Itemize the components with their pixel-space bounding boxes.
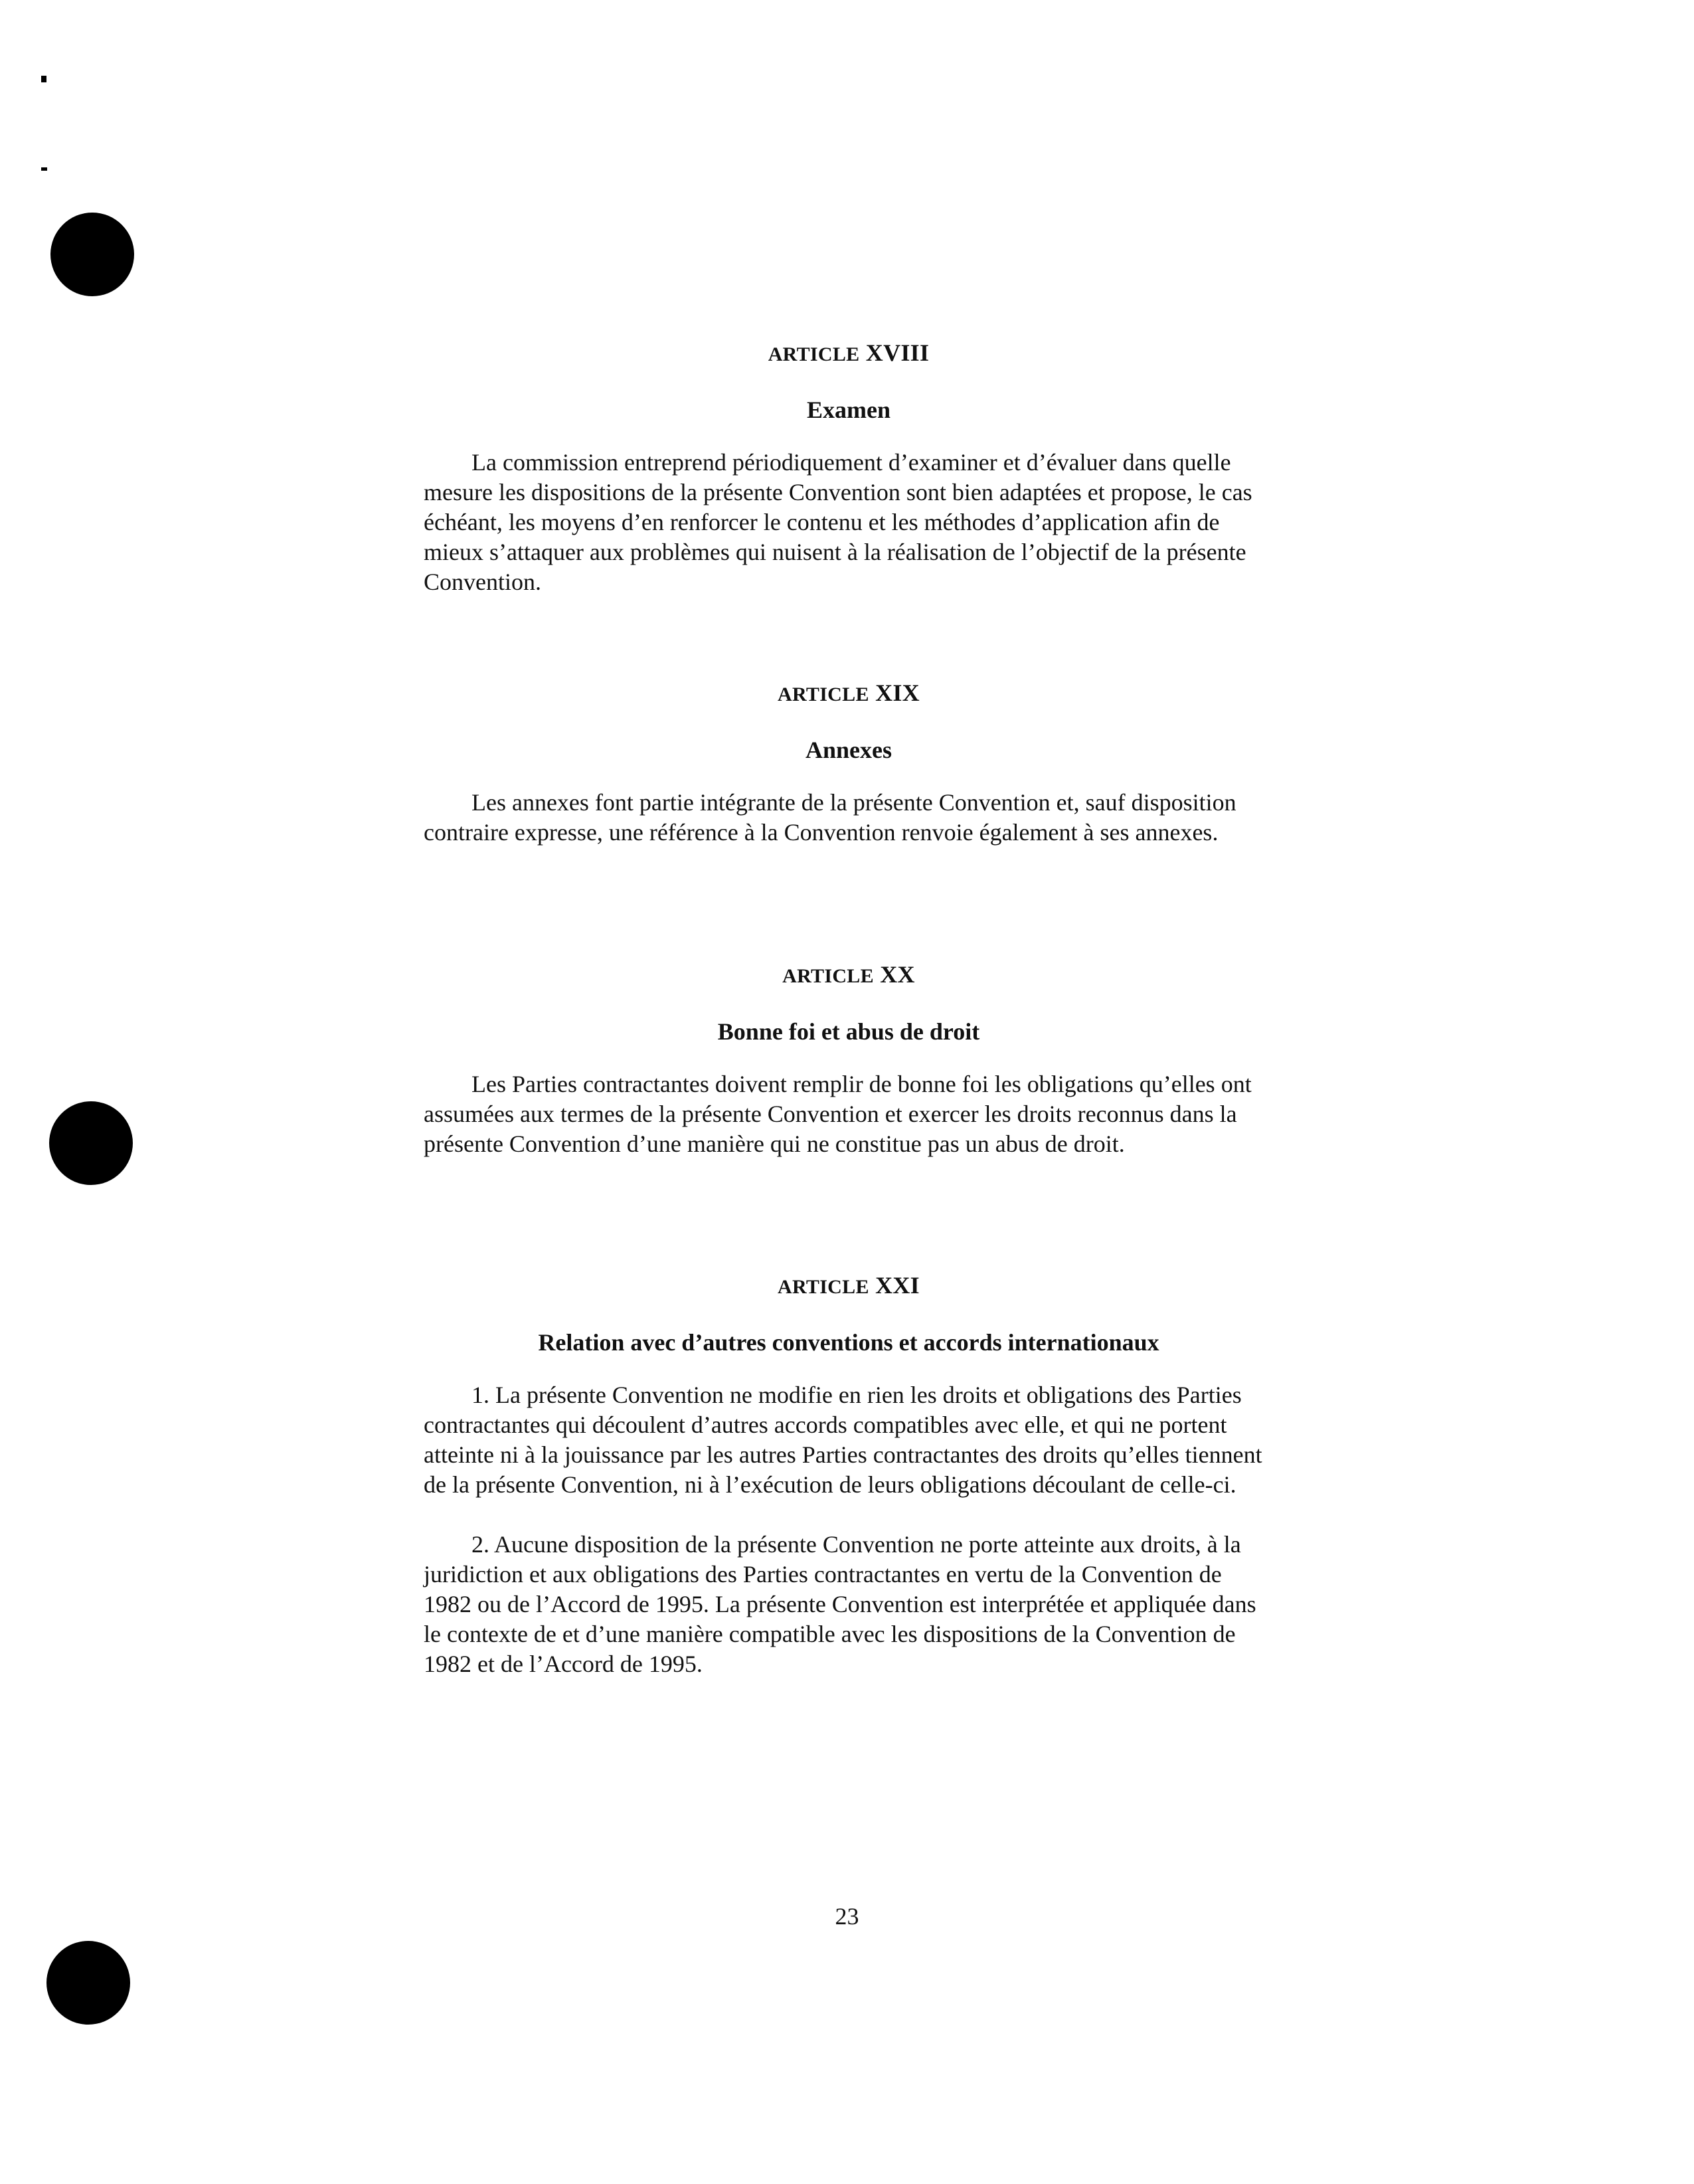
- article-title: Bonne foi et abus de droit: [717, 1018, 980, 1045]
- article-paragraph: 1. La présente Convention ne modifie en rien les droits et obligations des Parties contractantes qui découlent d’autres accords compatibles avec elle, et qui ne portent atteinte ni à la jouissance par les autres Parties contractantes des droits qu’elles tiennent de la présente Convention, ni à l’exécution de leurs obligations découlant de celle-ci.: [424, 1382, 1262, 1498]
- article-prefix: ARTICLE: [768, 343, 860, 365]
- article-paragraph: 2. Aucune disposition de la présente Convention ne porte atteinte aux droits, à la juridiction et aux obligations des Parties contractantes en vertu de la Convention de 1982 ou de l’Accord de 1995. La présente Convention est interprétée et appliquée dans le contexte de et d’une manière compatible avec les dispositions de la Convention de 1982 et de l’Accord de 1995.: [424, 1531, 1256, 1677]
- punch-hole-bottom: [46, 1941, 130, 2025]
- article-numeral: XVIII: [865, 339, 930, 366]
- scan-speck: [41, 76, 46, 82]
- scan-speck: [41, 167, 47, 171]
- article-heading: [424, 339, 1274, 367]
- article-heading: [424, 960, 1274, 988]
- article-numeral: XXI: [875, 1272, 920, 1299]
- article-title: Examen: [807, 397, 890, 423]
- article-title: Relation avec d’autres conventions et accords internationaux: [538, 1329, 1159, 1356]
- article-numeral: XX: [880, 961, 915, 988]
- article-heading: [424, 1271, 1274, 1299]
- page-number: 23: [835, 1903, 859, 1930]
- article-xx: [424, 960, 1274, 1159]
- punch-hole-top: [50, 213, 134, 296]
- article-xix: [424, 679, 1274, 848]
- article-prefix: ARTICLE: [778, 683, 869, 705]
- article-xxi: [424, 1271, 1274, 1679]
- article-xviii: [424, 339, 1274, 597]
- punch-hole-middle: [49, 1101, 133, 1185]
- article-prefix: ARTICLE: [782, 965, 874, 987]
- article-numeral: XIX: [875, 680, 920, 706]
- article-paragraph: Les Parties contractantes doivent remplir de bonne foi les obligations qu’elles ont assumées aux termes de la présente Convention et exercer les droits reconnus dans la présente Convention d’une manière qui ne constitue pas un abus de droit.: [424, 1071, 1252, 1157]
- article-paragraph: La commission entreprend périodiquement d’examiner et d’évaluer dans quelle mesure les dispositions de la présente Convention sont bien adaptées et propose, le cas échéant, les moyens d’en renforcer le contenu et les méthodes d’application afin de mieux s’attaquer aux problèmes qui nuisent à la réalisation de l’objectif de la présente Convention.: [424, 449, 1252, 595]
- article-prefix: ARTICLE: [778, 1276, 869, 1298]
- article-paragraph: Les annexes font partie intégrante de la présente Convention et, sauf disposition contraire expresse, une référence à la Convention renvoie également à ses annexes.: [424, 789, 1236, 846]
- article-heading: [424, 679, 1274, 707]
- article-title: Annexes: [805, 737, 892, 763]
